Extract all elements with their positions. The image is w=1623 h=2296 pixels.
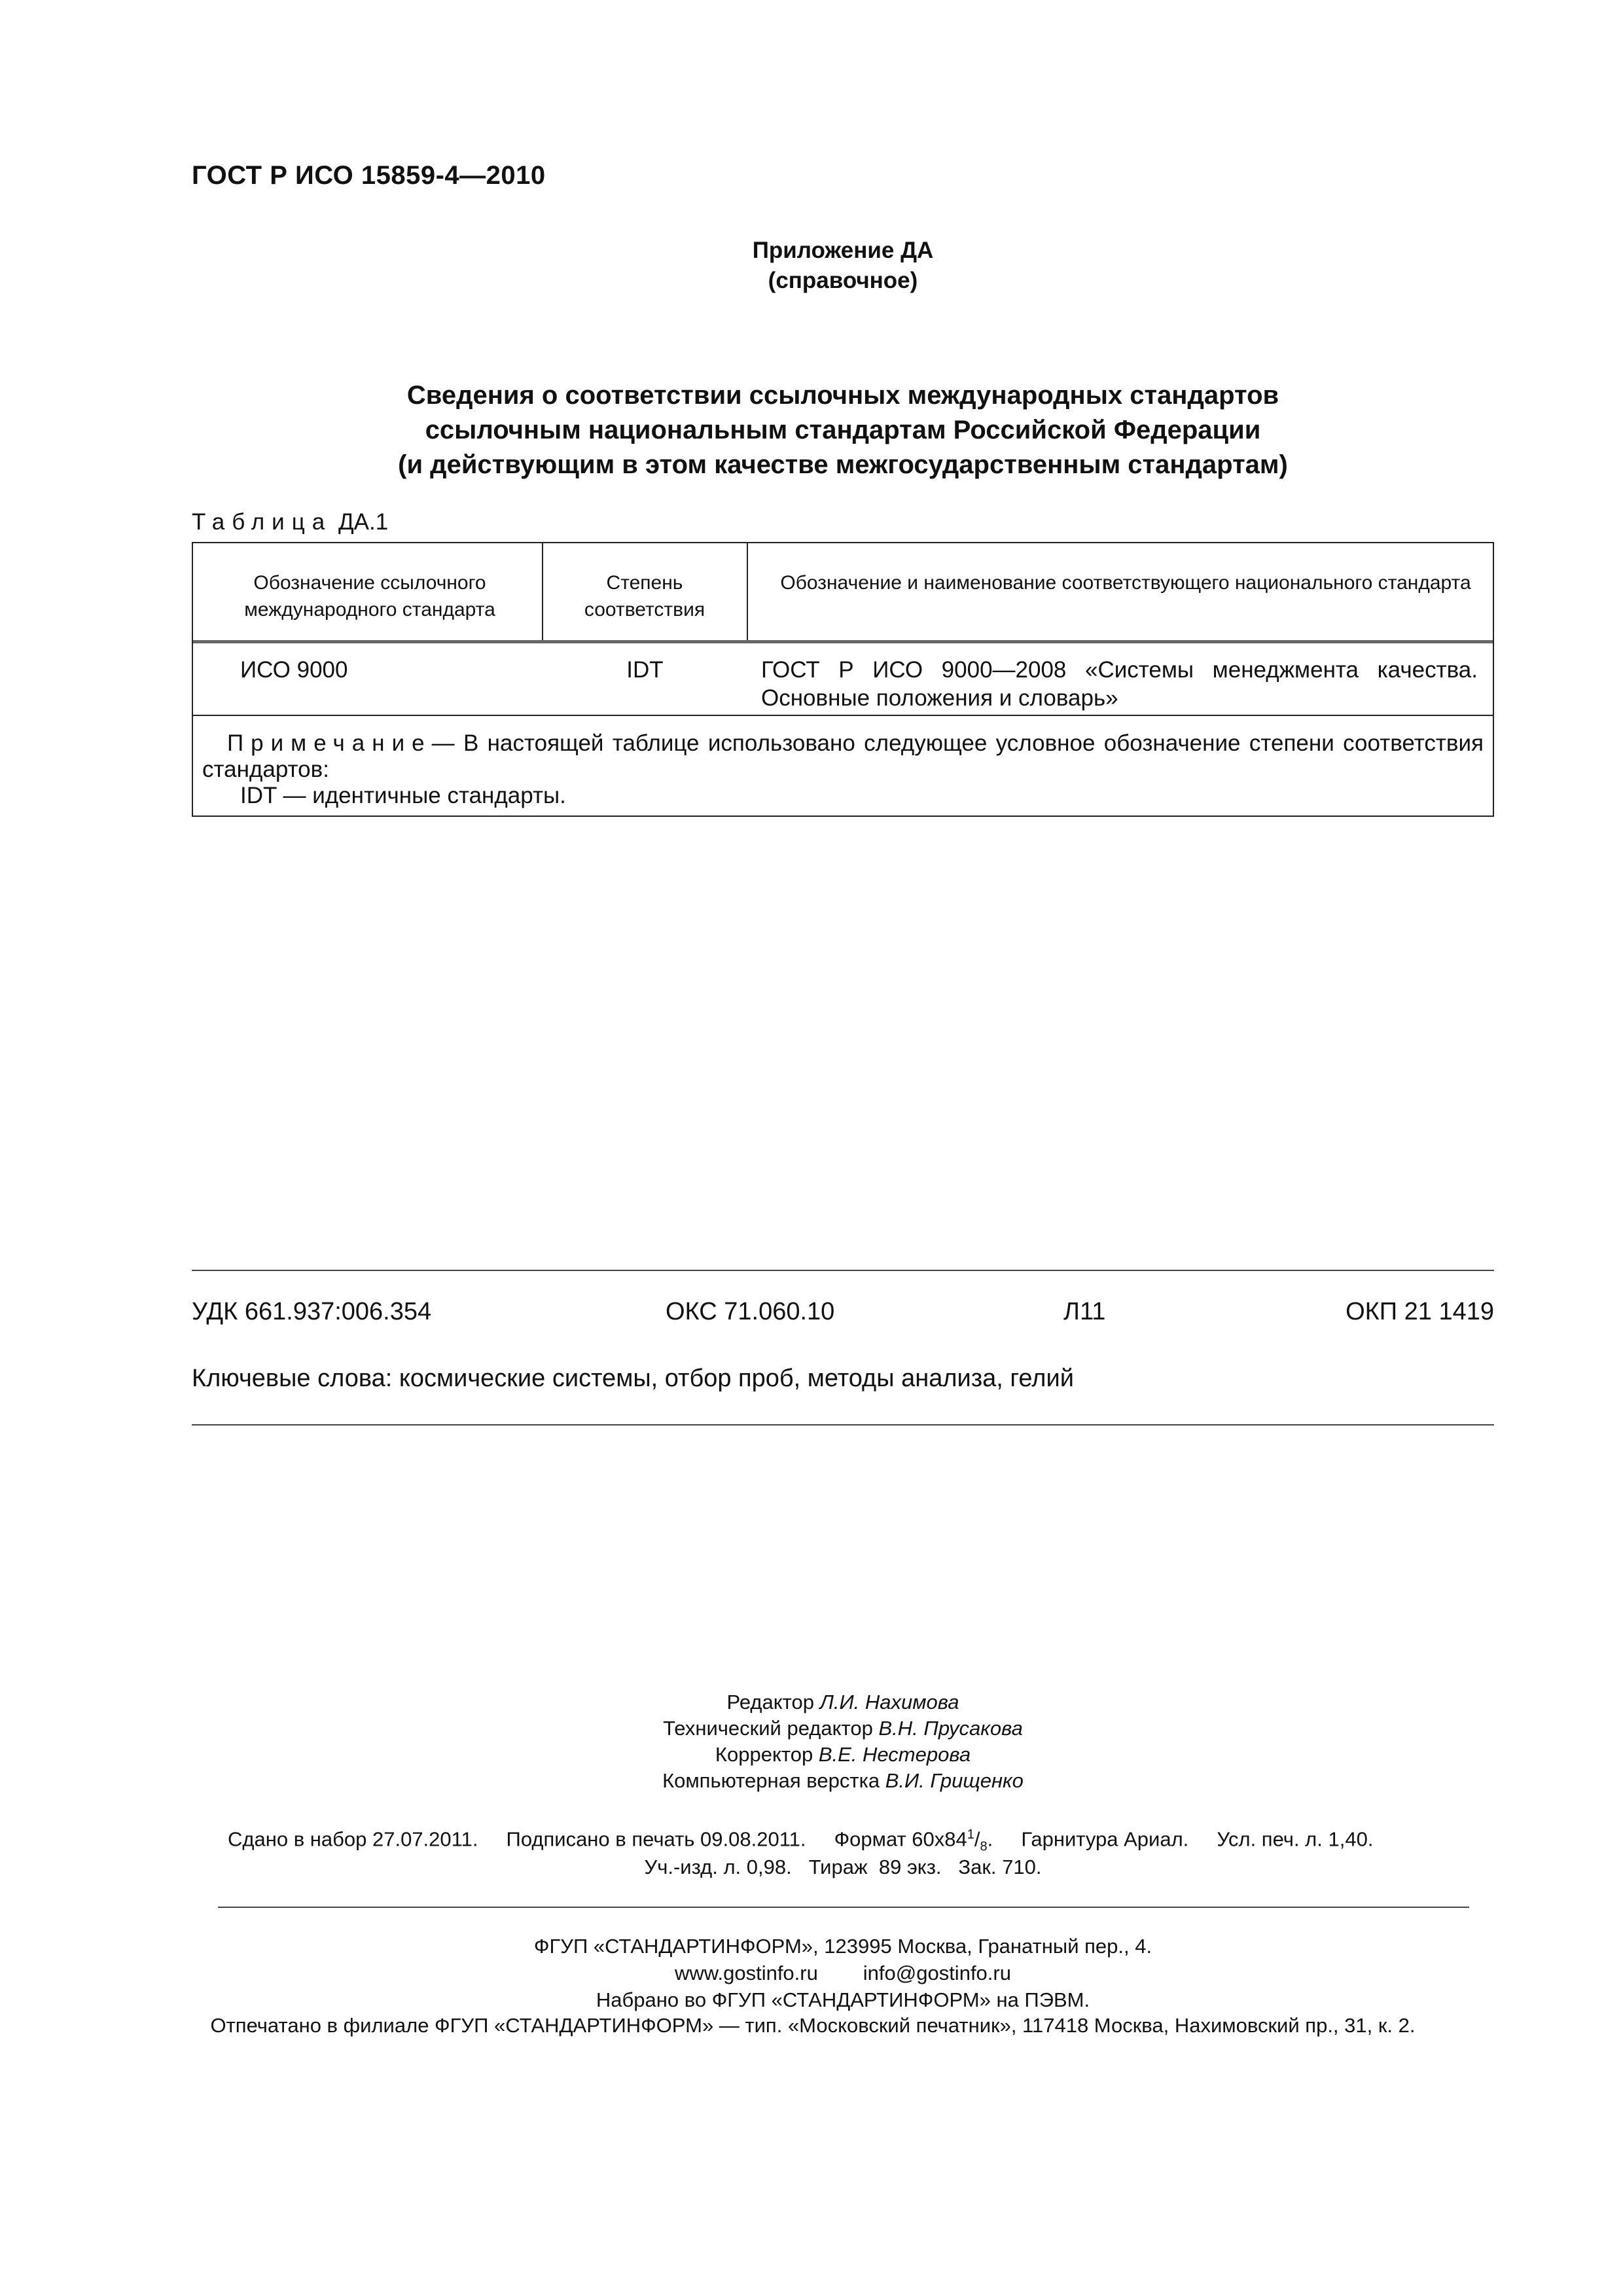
table-column-divider bbox=[747, 543, 748, 643]
section-title-line-3: (и действующим в этом качестве межгосударственным стандартам) bbox=[398, 450, 1288, 479]
typeset-info: Набрано во ФГУП «СТАНДАРТИНФОРМ» на ПЭВМ. bbox=[596, 1988, 1090, 2011]
credit-line: Технический редактор В.Н. Прусакова bbox=[663, 1717, 1023, 1740]
table-column-divider bbox=[542, 543, 543, 643]
publisher-address: ФГУП «СТАНДАРТИНФОРМ», 123995 Москва, Гранатный пер., 4. bbox=[533, 1935, 1152, 1958]
table-note-label: Примечание bbox=[227, 730, 432, 756]
credit-line: Редактор Л.И. Нахимова bbox=[726, 1691, 959, 1713]
publisher-website: www.gostinfo.ru bbox=[675, 1962, 818, 1984]
okp-code: ОКП 21 1419 bbox=[1346, 1298, 1494, 1325]
table-cell-degree: IDT bbox=[626, 657, 664, 683]
classification-code: Л11 bbox=[1063, 1298, 1106, 1325]
table-header-ref-standard: Обозначение ссылочного международного стандарта bbox=[244, 572, 495, 620]
credits bbox=[0, 1689, 1623, 1794]
credit-line: Компьютерная верстка В.И. Грищенко bbox=[662, 1769, 1024, 1792]
printed-at: Отпечатано в филиале ФГУП «СТАНДАРТИНФОРМ» — тип. «Московский печатник», 117418 Москва, Нахимовский пр., 31, к. 2. bbox=[210, 2014, 1416, 2037]
table-note-separator bbox=[193, 715, 1493, 716]
publisher-email: info@gostinfo.ru bbox=[863, 1962, 1011, 1984]
divider-rule bbox=[192, 1424, 1494, 1426]
annex-type: (справочное) bbox=[768, 268, 918, 293]
annex-heading bbox=[0, 236, 1623, 296]
udk-code: УДК 661.937:006.354 bbox=[192, 1298, 432, 1325]
credit-line: Корректор В.Е. Нестерова bbox=[715, 1743, 971, 1766]
divider-rule bbox=[218, 1907, 1469, 1908]
oks-code: ОКС 71.060.10 bbox=[666, 1298, 835, 1325]
publisher-contacts bbox=[0, 1960, 1623, 1986]
table-note bbox=[202, 730, 1484, 809]
print-info-line-2: Уч.-изд. л. 0,98. Тираж 89 экз. Зак. 710. bbox=[644, 1856, 1042, 1878]
reference-table bbox=[192, 542, 1494, 817]
table-label-number: ДА.1 bbox=[338, 509, 389, 535]
table-label-word: Таблица bbox=[192, 509, 332, 535]
publisher-info bbox=[0, 1933, 1623, 2013]
section-title-line-2: ссылочным национальным стандартам Российской Федерации bbox=[425, 416, 1261, 444]
print-info-line-1: Сдано в набор 27.07.2011. Подписано в печать 09.08.2011. Формат $60х84^1/_8$. Гарнитура Ариал. Усл. печ. л. 1,40. bbox=[228, 1827, 1374, 1854]
section-title-line-1: Сведения о соответствии ссылочных международных стандартов bbox=[406, 381, 1279, 410]
table-note-line-2: IDT — идентичные стандарты. bbox=[240, 783, 566, 808]
table-label bbox=[192, 509, 388, 535]
table-cell-ref-standard: ИСО 9000 bbox=[240, 657, 348, 683]
table-cell-national-standard: ГОСТ Р ИСО 9000—2008 «Системы менеджмента качества. Основные положения и словарь» bbox=[761, 657, 1478, 711]
document-code: ГОСТ Р ИСО 15859-4—2010 bbox=[192, 161, 546, 190]
annex-title: Приложение ДА bbox=[752, 238, 934, 263]
keywords: Ключевые слова: космические системы, отбор проб, методы анализа, гелий bbox=[192, 1365, 1074, 1392]
table-header-degree: Степень соответствия bbox=[584, 572, 705, 620]
table-note-text: — В настоящей таблице использовано следующее условное обозначение степени соответствия стандартов: bbox=[202, 730, 1484, 782]
divider-rule bbox=[192, 1270, 1494, 1271]
table-header-separator bbox=[193, 640, 1493, 643]
section-title bbox=[0, 378, 1623, 482]
table-header-national-standard: Обозначение и наименование соответствующего национального стандарта bbox=[780, 572, 1471, 594]
